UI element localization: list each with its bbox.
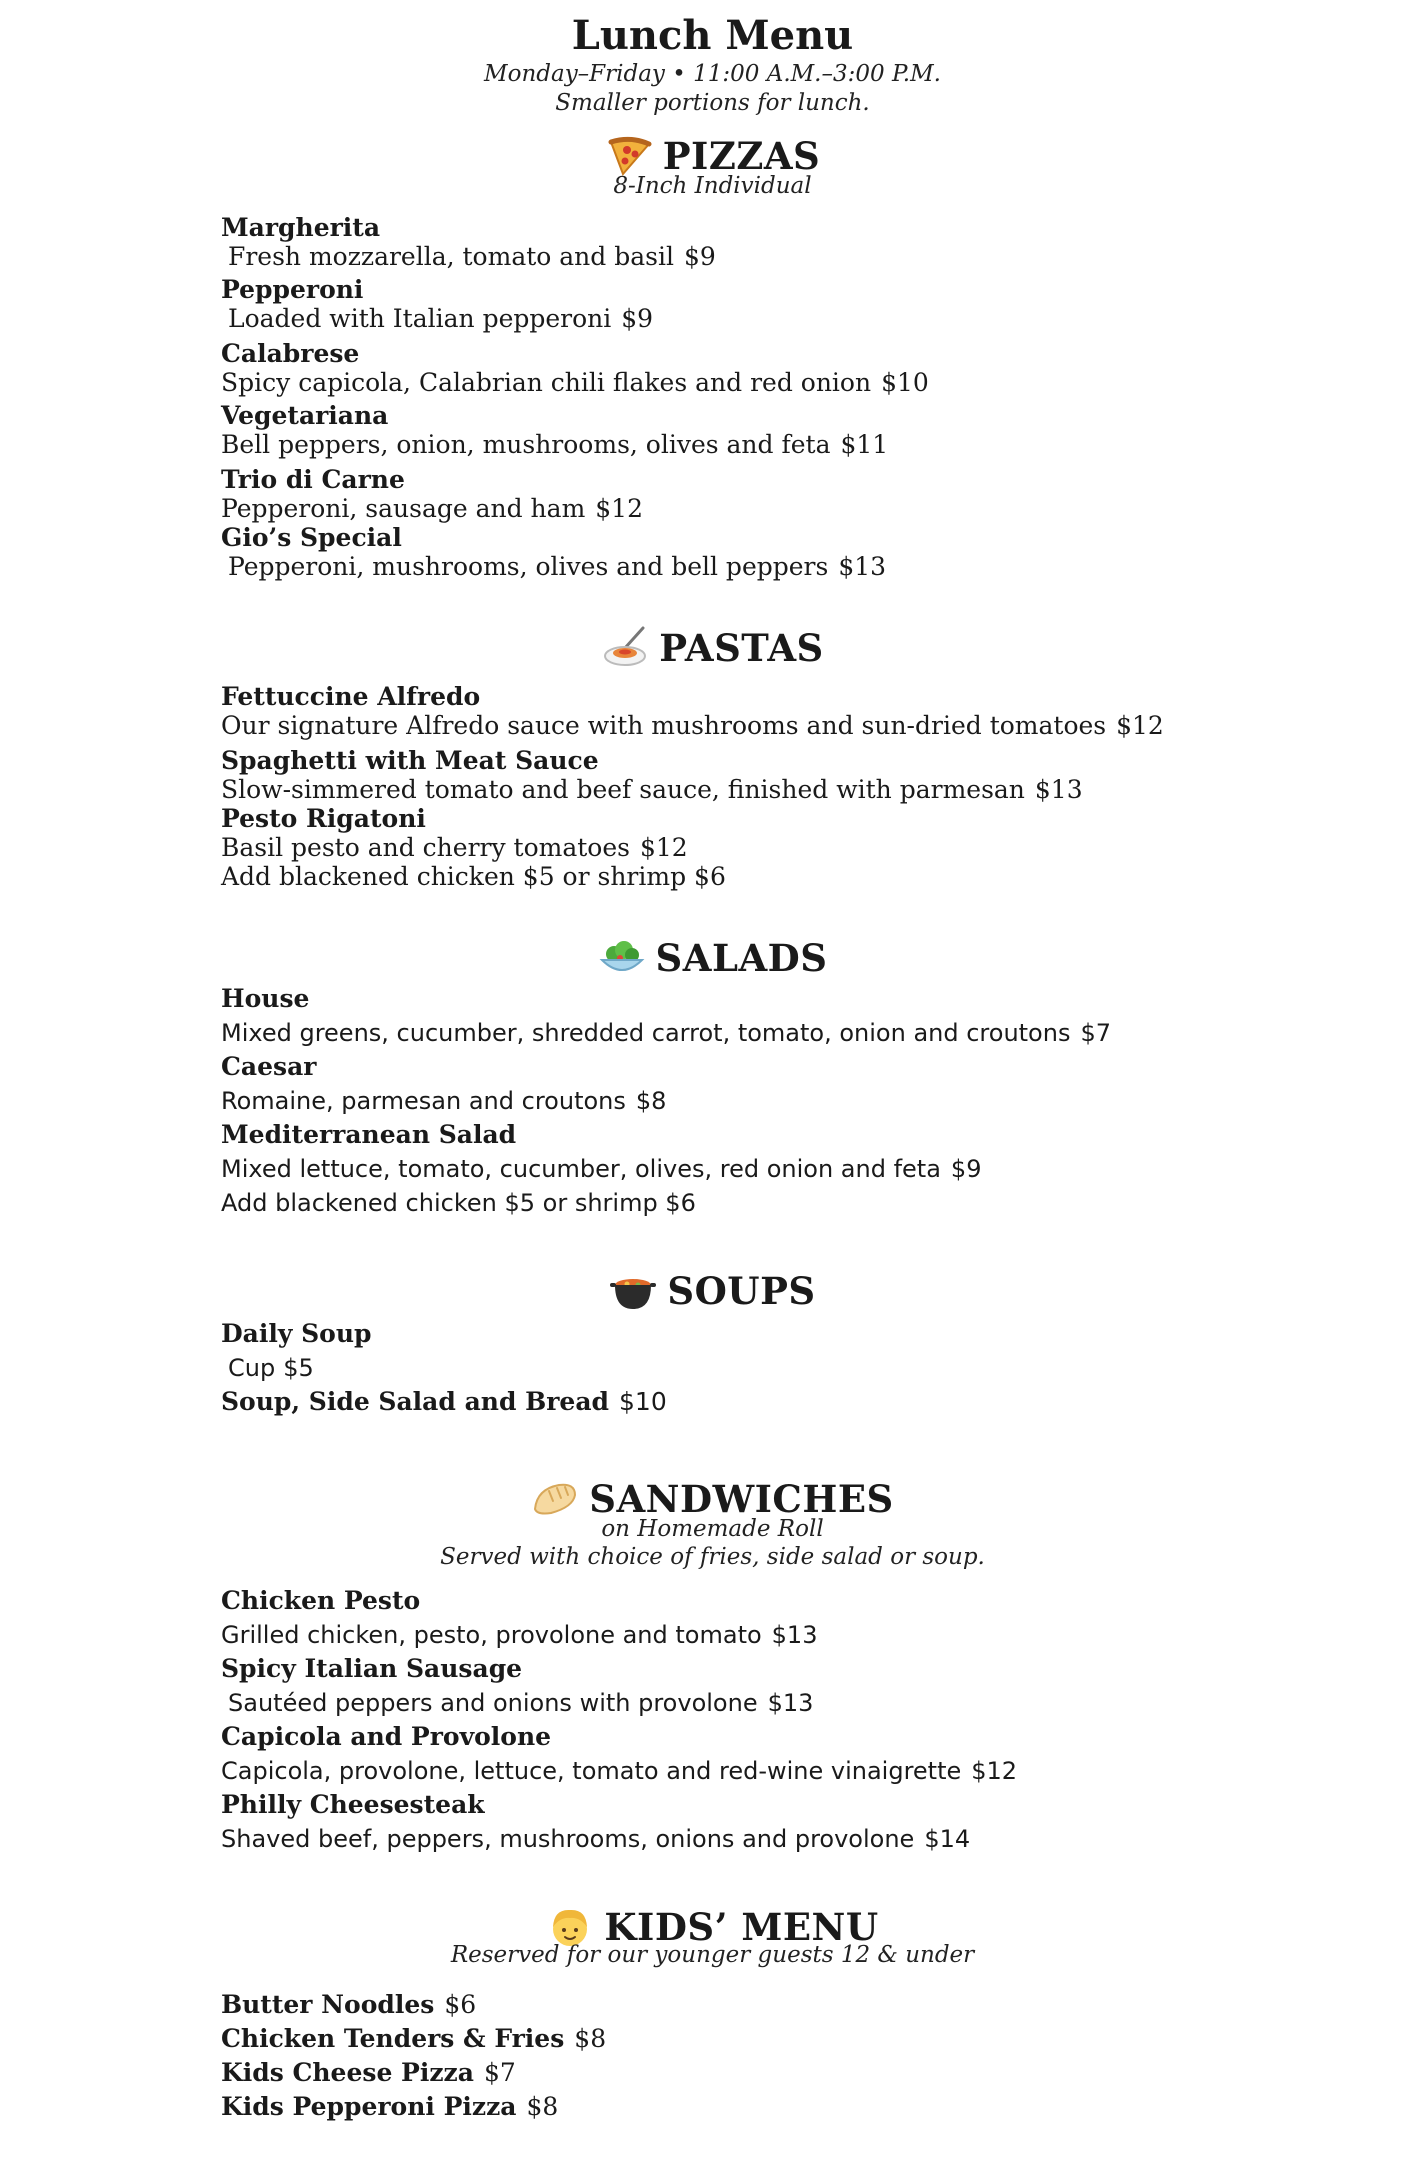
item-name: Pepperoni <box>221 275 364 304</box>
item-price: $13 <box>838 552 887 581</box>
menu-item <box>221 1317 1341 1385</box>
item-description: Cup <box>228 1354 276 1382</box>
item-name: Spaghetti with Meat Sauce <box>221 746 599 775</box>
item-price: $9 <box>621 304 654 333</box>
soups-list <box>221 1317 1341 1419</box>
item-description: Mixed lettuce, tomato, cucumber, olives, red onion and feta <box>221 1155 941 1183</box>
item-name: Calabrese <box>221 339 360 368</box>
item-price: $8 <box>526 2092 559 2121</box>
menu-item <box>221 1050 1341 1118</box>
item-description: Our signature Alfredo sauce with mushrooms and sun-dried tomatoes <box>221 711 1107 740</box>
item-price: $5 <box>283 1354 314 1382</box>
hours-line: Monday–Friday • 11:00 A.M.–3:00 P.M. <box>484 61 941 87</box>
item-price: $6 <box>444 1990 477 2019</box>
section-title-pizzas: PIZZAS <box>662 134 821 178</box>
menu-item <box>221 746 1341 804</box>
item-description: Spicy capicola, Calabrian chili flakes and red onion <box>221 368 872 397</box>
spaghetti-icon <box>601 626 649 670</box>
menu-item <box>221 523 1341 581</box>
menu-item <box>221 982 1341 1050</box>
item-price: $9 <box>683 242 716 271</box>
menu-item <box>221 275 1341 333</box>
item-name: Soup, Side Salad and Bread <box>221 1387 610 1416</box>
bread-icon <box>531 1477 579 1521</box>
item-price: $13 <box>767 1689 814 1717</box>
menu-item <box>221 804 1341 891</box>
sandwiches-note: Served with choice of fries, side salad or soup. <box>440 1544 985 1570</box>
item-price: $10 <box>881 368 929 397</box>
item-description: Grilled chicken, pesto, provolone and tomato <box>221 1621 762 1649</box>
item-name: House <box>221 984 310 1013</box>
item-name: Kids Cheese Pizza <box>221 2058 474 2087</box>
soup-pot-icon <box>609 1269 657 1313</box>
section-title-sandwiches: SANDWICHES <box>589 1477 894 1521</box>
kids-heading <box>0 1905 1425 1969</box>
menu-item <box>221 1584 1341 1652</box>
item-description: Bell peppers, onion, mushrooms, olives and feta <box>221 430 831 459</box>
item-description: Capicola, provolone, lettuce, tomato and red-wine vinaigrette <box>221 1757 962 1785</box>
item-price: $12 <box>595 494 643 523</box>
item-description: Loaded with Italian pepperoni <box>228 304 612 333</box>
item-description: Basil pesto and cherry tomatoes <box>221 833 630 862</box>
item-price: $7 <box>483 2058 516 2087</box>
menu-item <box>221 1720 1341 1788</box>
menu-item <box>221 1988 1341 2022</box>
menu-item <box>221 401 1341 459</box>
item-description: Mixed greens, cucumber, shredded carrot, tomato, onion and croutons <box>221 1019 1071 1047</box>
item-name: Gio’s Special <box>221 523 402 552</box>
item-name: Pesto Rigatoni <box>221 804 426 833</box>
item-name: Margherita <box>221 213 381 242</box>
salads-heading <box>0 936 1425 984</box>
salads-list <box>221 982 1341 1220</box>
menu-item <box>221 213 1341 271</box>
sandwiches-list <box>221 1584 1341 1856</box>
item-name: Capicola and Provolone <box>221 1722 552 1751</box>
portion-note: Smaller portions for lunch. <box>555 90 870 116</box>
item-name: Fettuccine Alfredo <box>221 682 481 711</box>
item-price: $12 <box>1116 711 1164 740</box>
item-price: $14 <box>924 1825 971 1853</box>
item-name: Chicken Pesto <box>221 1586 421 1615</box>
item-price: $13 <box>771 1621 818 1649</box>
item-price: $9 <box>950 1155 982 1183</box>
item-name: Daily Soup <box>221 1319 372 1348</box>
item-name: Vegetariana <box>221 401 389 430</box>
pastas-heading <box>0 626 1425 674</box>
section-title-pastas: PASTAS <box>659 626 824 670</box>
item-description: Sautéed peppers and onions with provolone <box>228 1689 758 1717</box>
addon-note: Add blackened chicken $5 or shrimp $6 <box>221 1189 696 1217</box>
section-title-kids: KIDS’ MENU <box>604 1905 879 1949</box>
soups-heading <box>0 1269 1425 1317</box>
page-title: Lunch Menu <box>571 12 854 59</box>
menu-item <box>221 1652 1341 1720</box>
kids-list <box>221 1988 1341 2124</box>
menu-item <box>221 465 1341 523</box>
item-description: Pepperoni, mushrooms, olives and bell peppers <box>228 552 829 581</box>
item-price: $7 <box>1080 1019 1112 1047</box>
pastas-list <box>221 682 1341 891</box>
item-name: Spicy Italian Sausage <box>221 1654 523 1683</box>
section-title-soups: SOUPS <box>667 1269 816 1313</box>
item-price: $13 <box>1034 775 1083 804</box>
pizzas-list <box>221 213 1341 581</box>
item-price: $8 <box>574 2024 607 2053</box>
menu-header <box>0 12 1425 118</box>
item-name: Philly Cheesesteak <box>221 1790 485 1819</box>
kids-subtitle: Reserved for our younger guests 12 & under <box>450 1942 975 1968</box>
item-price: $12 <box>971 1757 1018 1785</box>
item-price: $11 <box>840 430 889 459</box>
menu-item <box>221 2022 1341 2056</box>
item-name: Chicken Tenders & Fries <box>221 2024 565 2053</box>
item-name: Mediterranean Salad <box>221 1120 517 1149</box>
item-price: $10 <box>619 1387 667 1416</box>
section-title-salads: SALADS <box>655 936 828 980</box>
item-description: Shaved beef, peppers, mushrooms, onions and provolone <box>221 1825 915 1853</box>
salad-icon <box>598 936 646 980</box>
item-description: Pepperoni, sausage and ham <box>221 494 586 523</box>
menu-item <box>221 2056 1341 2090</box>
item-name: Trio di Carne <box>221 465 405 494</box>
pizzas-subtitle: 8-Inch Individual <box>613 173 812 199</box>
item-description: Fresh mozzarella, tomato and basil <box>228 242 674 271</box>
item-name: Caesar <box>221 1052 317 1081</box>
item-description: Slow-simmered tomato and beef sauce, finished with parmesan <box>221 775 1025 804</box>
item-description: Romaine, parmesan and croutons <box>221 1087 626 1115</box>
sandwiches-heading <box>0 1477 1425 1571</box>
addon-note: Add blackened chicken $5 or shrimp $6 <box>221 862 726 891</box>
pizzas-heading <box>0 134 1425 200</box>
item-price: $12 <box>639 833 688 862</box>
menu-item <box>221 682 1341 740</box>
menu-item <box>221 2090 1341 2124</box>
menu-item <box>221 1385 1341 1419</box>
item-price: $8 <box>635 1087 667 1115</box>
sandwiches-subtitle: on Homemade Roll <box>601 1516 824 1542</box>
menu-item <box>221 339 1341 397</box>
item-name: Kids Pepperoni Pizza <box>221 2092 517 2121</box>
item-name: Butter Noodles <box>221 1990 435 2019</box>
menu-item <box>221 1118 1341 1220</box>
menu-item <box>221 1788 1341 1856</box>
